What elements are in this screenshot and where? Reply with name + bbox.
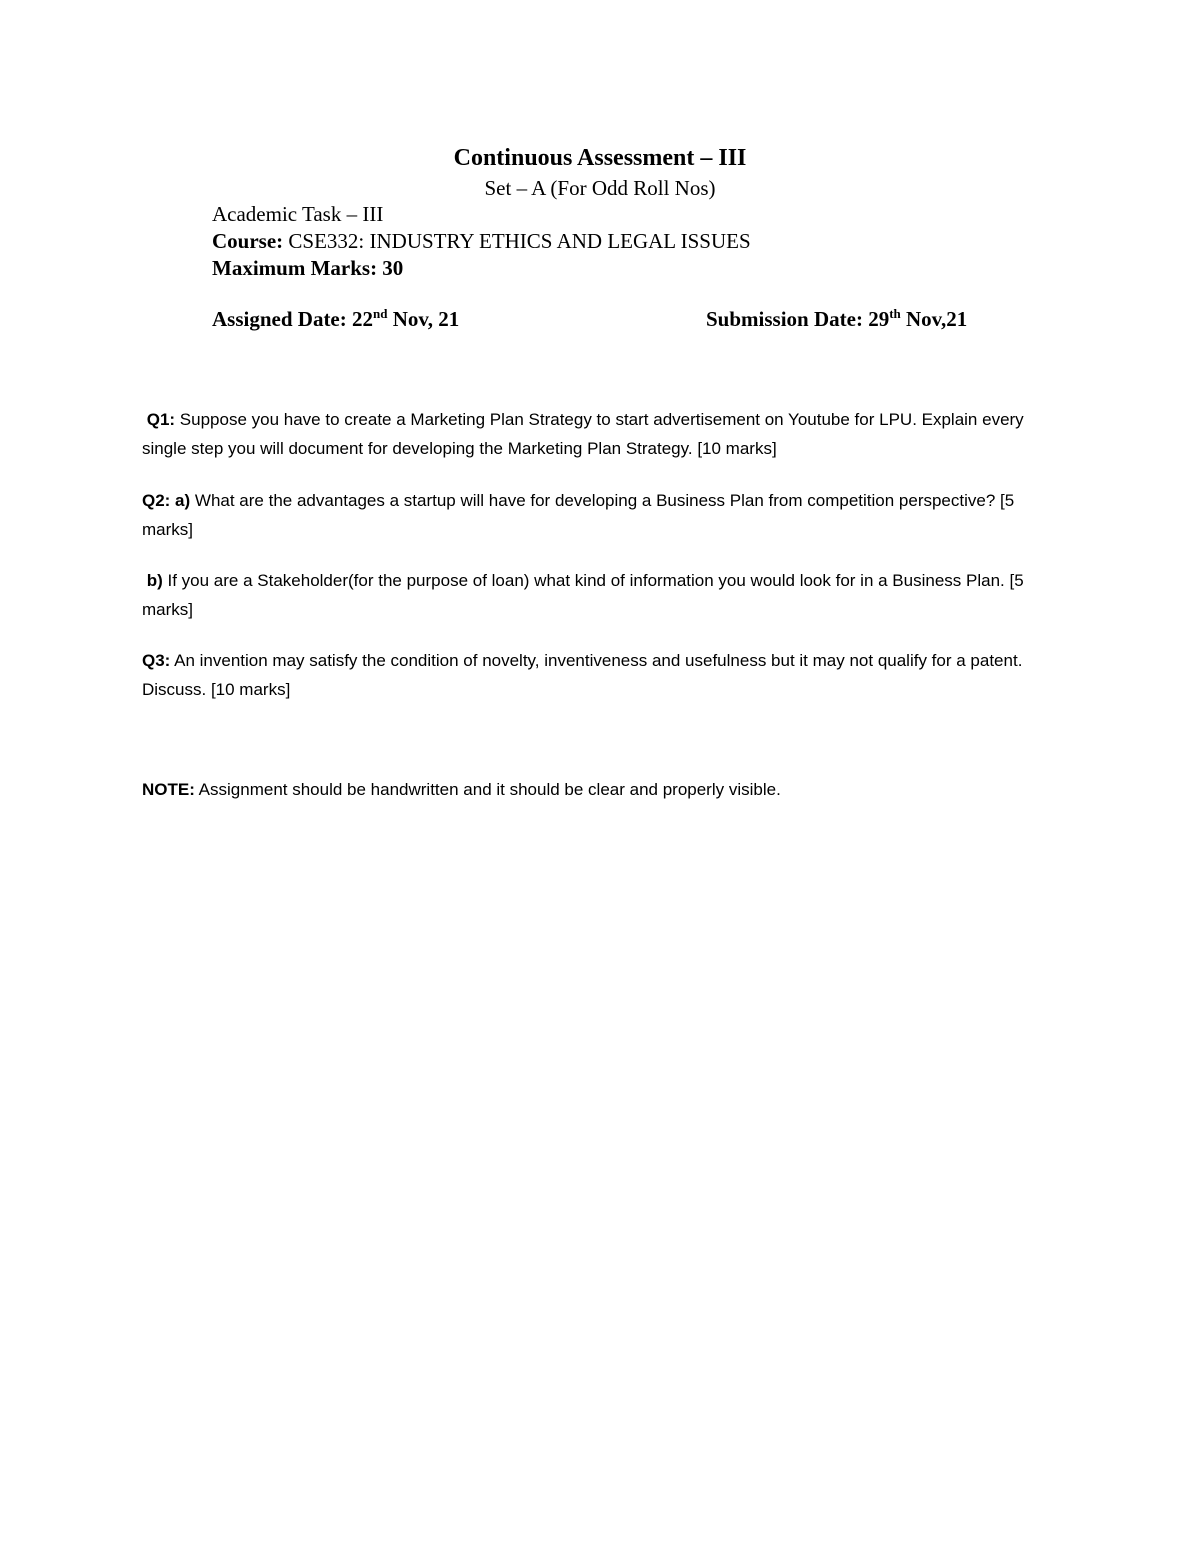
document-title: Continuous Assessment – III — [453, 145, 747, 171]
assigned-date-suffix: Nov, 21 — [387, 307, 460, 331]
question-1 — [142, 405, 1042, 463]
submission-date — [706, 305, 967, 333]
course-label: Course: — [212, 229, 284, 253]
question-1-text: Suppose you have to create a Marketing Plan Strategy to start advertisement on Youtube for LPU. Explain every single step you will document for developing the Marketing Plan Strategy. [10 marks] — [142, 410, 1024, 458]
course-value: CSE332: INDUSTRY ETHICS AND LEGAL ISSUES — [288, 229, 751, 253]
assigned-date-sup: nd — [373, 306, 388, 321]
submission-date-suffix: Nov,21 — [900, 307, 968, 331]
course-line — [212, 228, 751, 255]
document-subtitle: Set – A (For Odd Roll Nos) — [484, 176, 716, 200]
question-2b-label: b) — [146, 571, 163, 590]
max-marks-line: Maximum Marks: 30 — [212, 256, 404, 280]
submission-date-prefix: Submission Date: 29 — [706, 307, 890, 331]
question-3-label: Q3: — [142, 651, 171, 670]
note-label: NOTE: — [142, 780, 195, 799]
question-2-label: Q2: a) — [142, 491, 191, 510]
question-2a — [142, 486, 1042, 544]
note-text: Assignment should be handwritten and it should be clear and properly visible. — [194, 780, 781, 799]
question-1-label: Q1: — [146, 410, 176, 429]
note — [142, 775, 1042, 804]
question-2b — [142, 566, 1042, 624]
assigned-date — [212, 305, 459, 333]
academic-task-line: Academic Task – III — [212, 202, 384, 226]
question-2b-text: If you are a Stakeholder(for the purpose of loan) what kind of information you would look for in a Business Plan. [5 marks] — [142, 571, 1024, 619]
question-3 — [142, 646, 1042, 704]
question-3-text: An invention may satisfy the condition of novelty, inventiveness and usefulness but it may not qualify for a patent. Discuss. [10 marks] — [142, 651, 1023, 699]
assigned-date-prefix: Assigned Date: 22 — [212, 307, 373, 331]
question-2a-text: What are the advantages a startup will have for developing a Business Plan from competition perspective? [5 marks] — [142, 491, 1015, 539]
submission-date-sup: th — [889, 306, 901, 321]
